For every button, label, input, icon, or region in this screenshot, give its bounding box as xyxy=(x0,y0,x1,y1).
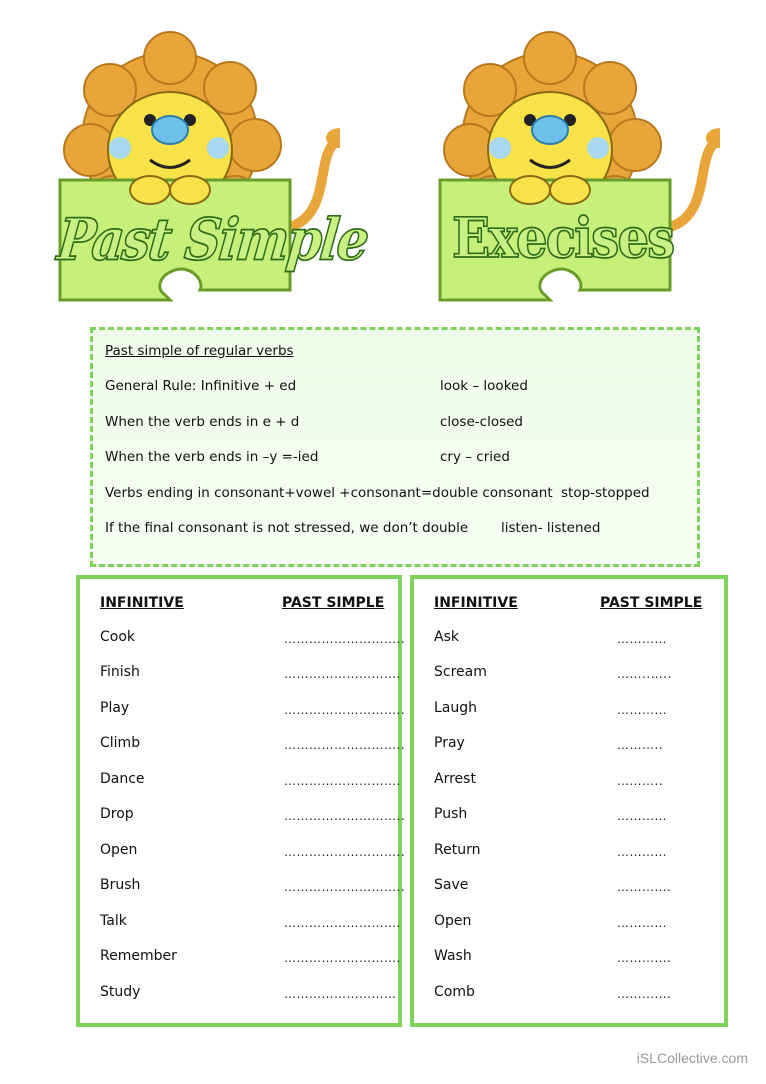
rule-text: Verbs ending in consonant+vowel +consonant=double consonant xyxy=(105,485,553,501)
table-row xyxy=(414,984,724,1014)
answer-blank[interactable]: ………………………. xyxy=(284,667,401,681)
table-row xyxy=(80,700,406,730)
rule-text: When the verb ends in e + d xyxy=(105,414,300,430)
answer-blank[interactable]: ……….. xyxy=(617,774,664,788)
answer-blank[interactable]: ……………………….. xyxy=(284,632,406,646)
verb-infinitive: Wash xyxy=(434,948,472,964)
answer-blank[interactable]: ………………………. xyxy=(284,916,401,930)
answer-blank[interactable]: …………. xyxy=(617,951,672,965)
col-infinitive-header: INFINITIVE xyxy=(100,595,184,611)
table-row xyxy=(80,842,406,872)
rule-example: stop-stopped xyxy=(561,485,650,501)
answer-blank[interactable]: ……………………….. xyxy=(284,738,406,752)
table-row xyxy=(80,806,406,836)
exercise-panel-left xyxy=(76,575,406,1027)
lion-illustration-left xyxy=(40,30,340,330)
rules-heading: Past simple of regular verbs xyxy=(105,343,294,359)
exercise-panel-right xyxy=(410,575,728,1027)
table-row xyxy=(80,877,406,907)
table-row xyxy=(80,629,406,659)
footer-watermark: iSLCollective.com xyxy=(636,1050,748,1066)
answer-blank[interactable]: ………… xyxy=(617,809,667,823)
table-row xyxy=(414,913,724,943)
verb-infinitive: Return xyxy=(434,842,481,858)
answer-blank[interactable]: ……………………….. xyxy=(284,880,406,894)
verb-infinitive: Brush xyxy=(100,877,141,893)
lion-illustration-right xyxy=(420,30,720,330)
answer-blank[interactable]: ………………………. xyxy=(284,774,401,788)
answer-blank[interactable]: ……………………… xyxy=(284,987,397,1001)
verb-infinitive: Finish xyxy=(100,664,140,680)
answer-blank[interactable]: ………… xyxy=(617,845,667,859)
title-exercises: Execises xyxy=(452,205,674,270)
verb-infinitive: Push xyxy=(434,806,468,822)
answer-blank[interactable]: ……………………….. xyxy=(284,845,406,859)
table-row xyxy=(414,771,724,801)
answer-blank[interactable]: ………… xyxy=(617,632,667,646)
rule-text: If the final consonant is not stressed, we don’t double xyxy=(105,520,469,536)
verb-infinitive: Open xyxy=(100,842,138,858)
col-infinitive-header: INFINITIVE xyxy=(434,595,518,611)
verb-infinitive: Climb xyxy=(100,735,141,751)
answer-blank[interactable]: ……………………….. xyxy=(284,703,406,717)
col-past-simple-header: PAST SIMPLE xyxy=(282,595,385,611)
verb-infinitive: Pray xyxy=(434,735,465,751)
table-row xyxy=(414,877,724,907)
table-row xyxy=(414,842,724,872)
answer-blank[interactable]: ………………………. xyxy=(284,951,401,965)
answer-blank[interactable]: …………. xyxy=(617,987,672,1001)
answer-blank[interactable]: ………… xyxy=(617,916,667,930)
table-row xyxy=(414,735,724,765)
col-past-simple-header: PAST SIMPLE xyxy=(600,595,703,611)
rule-example: listen- listened xyxy=(501,520,601,536)
rule-example: close-closed xyxy=(440,414,523,430)
table-row xyxy=(80,664,401,694)
verb-infinitive: Play xyxy=(100,700,130,716)
answer-blank[interactable]: ……….. xyxy=(617,738,664,752)
answer-blank[interactable]: ……..….. xyxy=(617,667,672,681)
answer-blank[interactable]: ………… xyxy=(617,703,667,717)
rules-box xyxy=(90,327,700,567)
table-row xyxy=(414,806,724,836)
verb-infinitive: Laugh xyxy=(434,700,478,716)
verb-infinitive: Study xyxy=(100,984,141,1000)
rule-example: cry – cried xyxy=(440,449,510,465)
rule-example: look – looked xyxy=(440,378,528,394)
table-row xyxy=(80,984,398,1014)
verb-infinitive: Talk xyxy=(100,913,127,929)
verb-infinitive: Save xyxy=(434,877,469,893)
table-row xyxy=(414,629,724,659)
verb-infinitive: Dance xyxy=(100,771,145,787)
verb-infinitive: Drop xyxy=(100,806,134,822)
rule-text: General Rule: Infinitive + ed xyxy=(105,378,297,394)
table-row xyxy=(80,771,401,801)
title-past-simple: Past Simple xyxy=(54,205,371,274)
table-row xyxy=(80,913,401,943)
verb-infinitive: Open xyxy=(434,913,472,929)
table-row xyxy=(414,948,724,978)
table-row xyxy=(80,948,401,978)
verb-infinitive: Remember xyxy=(100,948,177,964)
table-row xyxy=(414,700,724,730)
table-row xyxy=(414,664,724,694)
answer-blank[interactable]: ……………………….. xyxy=(284,809,406,823)
verb-infinitive: Arrest xyxy=(434,771,476,787)
answer-blank[interactable]: …………. xyxy=(617,880,672,894)
verb-infinitive: Comb xyxy=(434,984,475,1000)
rule-text: When the verb ends in –y =-ied xyxy=(105,449,319,465)
verb-infinitive: Cook xyxy=(100,629,136,645)
table-row xyxy=(80,735,406,765)
verb-infinitive: Ask xyxy=(434,629,459,645)
verb-infinitive: Scream xyxy=(434,664,487,680)
